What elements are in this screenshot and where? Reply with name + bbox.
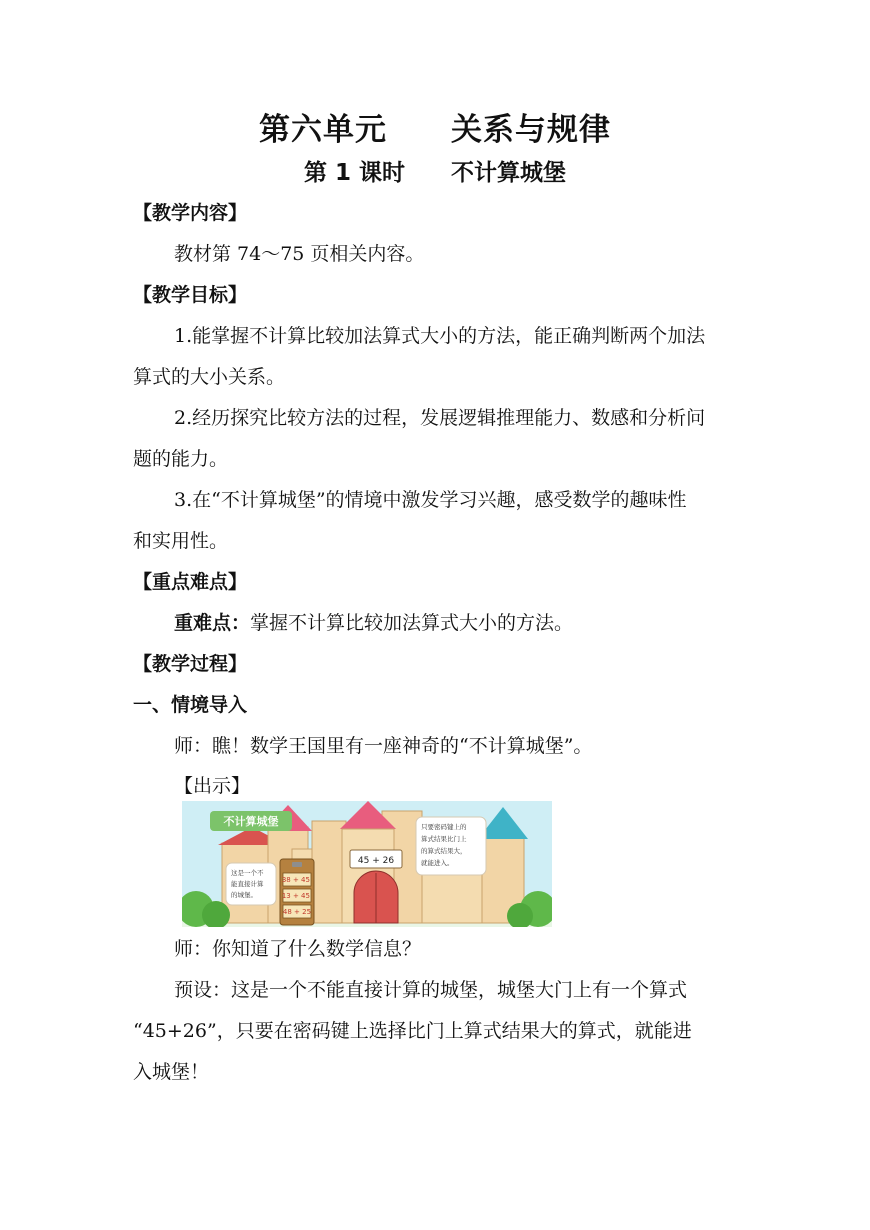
key-button-2: 13 + 45 xyxy=(281,892,310,900)
teacher-line-2: 师：你知道了什么数学信息？ xyxy=(174,938,422,960)
bubble-right-line-2: 算式结果比门上 xyxy=(421,835,467,843)
goal-2-line-2: 题的能力。 xyxy=(133,448,229,470)
bubble-right-line-1: 只要密码键上的 xyxy=(421,823,467,831)
castle-banner: 不计算城堡 xyxy=(223,815,279,828)
goal-1-line-2: 算式的大小关系。 xyxy=(133,366,286,388)
part-1-heading: 一、情境导入 xyxy=(133,694,248,716)
show-label: 【出示】 xyxy=(174,775,251,797)
key-button-1: 38 + 45 xyxy=(281,876,310,884)
goal-3-line-1: 3.在“不计算城堡”的情境中激发学习兴趣，感受数学的趣味性 xyxy=(174,489,687,511)
preset-line-3: 入城堡！ xyxy=(133,1061,210,1083)
bubble-right-line-4: 就能进入。 xyxy=(421,859,454,867)
key-points-text: 掌握不计算比较加法算式大小的方法。 xyxy=(250,612,574,634)
svg-text:38 + 45 13 + 45 48 xyxy=(282,876,312,916)
goal-2-line-1: 2.经历探究比较方法的过程，发展逻辑推理能力、数感和分析问 xyxy=(174,407,706,429)
content-text: 教材第 74～75 页相关内容。 xyxy=(174,243,425,265)
section-heading-goals: 【教学目标】 xyxy=(133,284,248,306)
key-points-line xyxy=(174,609,573,637)
section-heading-content: 【教学内容】 xyxy=(133,202,248,224)
goal-1-line-1: 1.能掌握不计算比较加法算式大小的方法，能正确判断两个加法 xyxy=(174,325,706,347)
preset-line-2: “45+26”，只要在密码键上选择比门上算式结果大的算式，就能进 xyxy=(133,1020,692,1042)
key-button-3: 48 + 25 xyxy=(282,908,312,916)
bubble-right-line-3: 的算式结果大， xyxy=(421,847,467,855)
section-heading-key-points: 【重点难点】 xyxy=(133,571,248,593)
preset-line-1: 预设：这是一个不能直接计算的城堡，城堡大门上有一个算式 xyxy=(174,979,688,1001)
castle-illustration xyxy=(182,801,552,927)
unit-title: 第六单元 关系与规律 xyxy=(259,112,611,148)
teacher-line-1: 师：瞧！数学王国里有一座神奇的“不计算城堡”。 xyxy=(174,735,593,757)
lesson-title: 第 1 课时 不计算城堡 xyxy=(303,160,567,186)
door-expression: 45 + 26 xyxy=(357,856,395,866)
bubble-left-line-1: 这是一个不 xyxy=(231,869,264,877)
bubble-left-line-2: 能直接计算 xyxy=(231,880,264,888)
goal-3-line-2: 和实用性。 xyxy=(133,530,229,552)
key-points-label: 重难点： xyxy=(174,612,251,634)
section-heading-process: 【教学过程】 xyxy=(133,653,248,675)
bubble-left-line-3: 的城堡。 xyxy=(231,891,257,899)
